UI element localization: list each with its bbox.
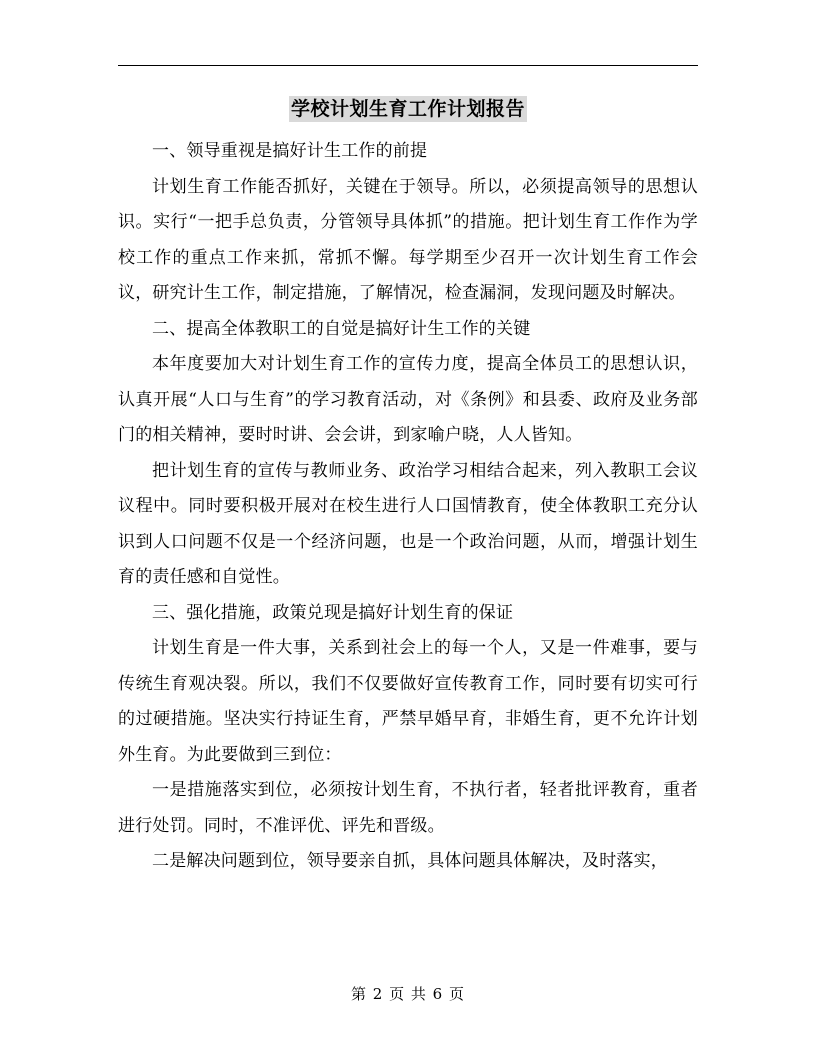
document-title: 学校计划生育工作计划报告	[290, 98, 525, 120]
paragraph-5: 一是措施落实到位，必须按计划生育，不执行者，轻者批评教育，重者进行处罚。同时，不准评优、评先和晋级。	[118, 780, 698, 836]
section-heading-3: 三、强化措施，政策兑现是搞好计划生育的保证	[152, 602, 514, 623]
paragraph-4: 计划生育是一件大事，关系到社会上的每一个人，又是一件难事，要与传统生育观决裂。所以，我们不仅要做好宣传教育工作，同时要有切实可行的过硬措施。坚决实行持证生育，严禁早婚早育，非婚生育，更不允许计划外生育。为此要做到三到位：	[118, 638, 698, 765]
section-heading-2: 二、提高全体教职工的自觉是搞好计生工作的关键	[152, 318, 531, 339]
paragraph-3: 把计划生育的宣传与教师业务、政治学习相结合起来，列入教职工会议议程中。同时要积极开展对在校生进行人口国情教育，使全体教职工充分认识到人口问题不仅是一个经济问题，也是一个政治问题，从而，增强计划生育的责任感和自觉性。	[118, 460, 698, 587]
paragraph-1: 计划生育工作能否抓好，关键在于领导。所以，必须提高领导的思想认识。实行“一把手总负责，分管领导具体抓”的措施。把计划生育工作作为学校工作的重点工作来抓，常抓不懈。每学期至少召开一次计划生育工作会议，研究计生工作，制定措施，了解情况，检查漏洞，发现问题及时解决。	[118, 176, 698, 303]
title-container	[0, 96, 816, 122]
document-body	[118, 134, 698, 880]
paragraph-6: 二是解决问题到位，领导要亲自抓，具体问题具体解决，及时落实，	[152, 851, 668, 871]
section-heading-1: 一、领导重视是搞好计生工作的前提	[152, 141, 428, 161]
page-number: 第 2 页 共 6 页	[351, 985, 465, 1003]
header-rule	[118, 65, 698, 66]
paragraph-2: 本年度要加大对计划生育工作的宣传力度，提高全体员工的思想认识，认真开展“人口与生育”的学习教育活动，对《条例》和县委、政府及业务部门的相关精神，要时时讲、会会讲，到家喻户晓，人人皆知。	[118, 354, 698, 445]
